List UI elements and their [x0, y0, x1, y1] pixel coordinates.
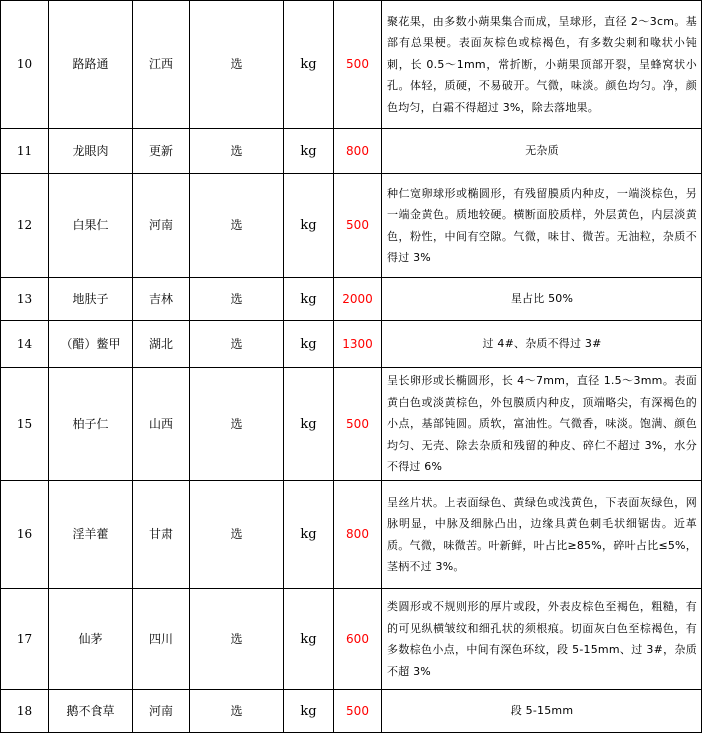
grade: 选 [190, 690, 284, 733]
origin: 河南 [133, 174, 190, 278]
product-name: 路路通 [49, 1, 133, 129]
origin: 湖北 [133, 321, 190, 368]
unit: kg [284, 589, 334, 690]
quality-description: 呈丝片状。上表面绿色、黄绿色或浅黄色，下表面灰绿色，网脉明显，中脉及细脉凸出，边缘具黄色刺毛状细锯齿。近革质。气微，味微苦。叶新鲜，叶占比≥85%，碎叶占比≤5%，茎柄不过 3%。 [382, 481, 702, 589]
price: 2000 [334, 278, 382, 321]
grade: 选 [190, 129, 284, 174]
quality-description: 种仁宽卵球形或椭圆形，有残留膜质内种皮，一端淡棕色，另一端金黄色。质地较硬。横断面胶质样，外层黄色，内层淡黄色，粉性，中间有空隙。气微，味甘、微苦。无油粒，杂质不得过 3% [382, 174, 702, 278]
quality-description: 星占比 50% [382, 278, 702, 321]
origin: 甘肃 [133, 481, 190, 589]
grade: 选 [190, 278, 284, 321]
table-row [1, 1, 702, 129]
grade: 选 [190, 481, 284, 589]
price: 500 [334, 690, 382, 733]
quality-description: 呈长卵形或长椭圆形，长 4～7mm，直径 1.5～3mm。表面黄白色或淡黄棕色，外包膜质内种皮，顶端略尖，有深褐色的小点，基部钝圆。质软，富油性。气微香，味淡。饱满、颜色均匀、无壳、除去杂质和残留的种皮、碎仁不超过 3%，水分不得过 6% [382, 368, 702, 481]
table-row [1, 129, 702, 174]
table-row [1, 481, 702, 589]
product-name: 龙眼肉 [49, 129, 133, 174]
quality-description: 过 4#、杂质不得过 3# [382, 321, 702, 368]
price: 800 [334, 129, 382, 174]
grade: 选 [190, 174, 284, 278]
quality-description: 段 5-15mm [382, 690, 702, 733]
row-number: 17 [1, 589, 49, 690]
price: 800 [334, 481, 382, 589]
unit: kg [284, 1, 334, 129]
row-number: 10 [1, 1, 49, 129]
table-row [1, 321, 702, 368]
origin: 吉林 [133, 278, 190, 321]
row-number: 12 [1, 174, 49, 278]
table-row [1, 278, 702, 321]
origin: 河南 [133, 690, 190, 733]
product-name: 白果仁 [49, 174, 133, 278]
row-number: 15 [1, 368, 49, 481]
unit: kg [284, 481, 334, 589]
unit: kg [284, 321, 334, 368]
table-row [1, 690, 702, 733]
product-name: 淫羊藿 [49, 481, 133, 589]
grade: 选 [190, 321, 284, 368]
origin: 四川 [133, 589, 190, 690]
row-number: 16 [1, 481, 49, 589]
unit: kg [284, 278, 334, 321]
product-name: 鹅不食草 [49, 690, 133, 733]
price: 1300 [334, 321, 382, 368]
price: 600 [334, 589, 382, 690]
grade: 选 [190, 589, 284, 690]
origin: 江西 [133, 1, 190, 129]
grade: 选 [190, 1, 284, 129]
row-number: 14 [1, 321, 49, 368]
product-name: 柏子仁 [49, 368, 133, 481]
unit: kg [284, 690, 334, 733]
row-number: 11 [1, 129, 49, 174]
product-name: 地肤子 [49, 278, 133, 321]
quality-description: 聚花果，由多数小蒴果集合而成，呈球形，直径 2～3cm。基部有总果梗。表面灰棕色或棕褐色，有多数尖刺和喙状小钝刺，长 0.5～1mm，常折断，小蒴果顶部开裂，呈蜂窝状小孔。体轻，质硬，不易破开。气微，味淡。颜色均匀。净，颜色均匀，白霜不得超过 3%，除去落地果。 [382, 1, 702, 129]
grade: 选 [190, 368, 284, 481]
product-name: （醋）鳖甲 [49, 321, 133, 368]
origin: 更新 [133, 129, 190, 174]
table-row [1, 174, 702, 278]
table-row [1, 589, 702, 690]
product-name: 仙茅 [49, 589, 133, 690]
unit: kg [284, 368, 334, 481]
row-number: 18 [1, 690, 49, 733]
origin: 山西 [133, 368, 190, 481]
quality-description: 类圆形或不规则形的厚片或段，外表皮棕色至褐色，粗糙，有的可见纵横皱纹和细孔状的须根痕。切面灰白色至棕褐色，有多数棕色小点，中间有深色环纹，段 5-15mm、过 3#，杂质不超 3% [382, 589, 702, 690]
price: 500 [334, 1, 382, 129]
unit: kg [284, 174, 334, 278]
table-row [1, 368, 702, 481]
quality-description: 无杂质 [382, 129, 702, 174]
unit: kg [284, 129, 334, 174]
row-number: 13 [1, 278, 49, 321]
price: 500 [334, 368, 382, 481]
price: 500 [334, 174, 382, 278]
